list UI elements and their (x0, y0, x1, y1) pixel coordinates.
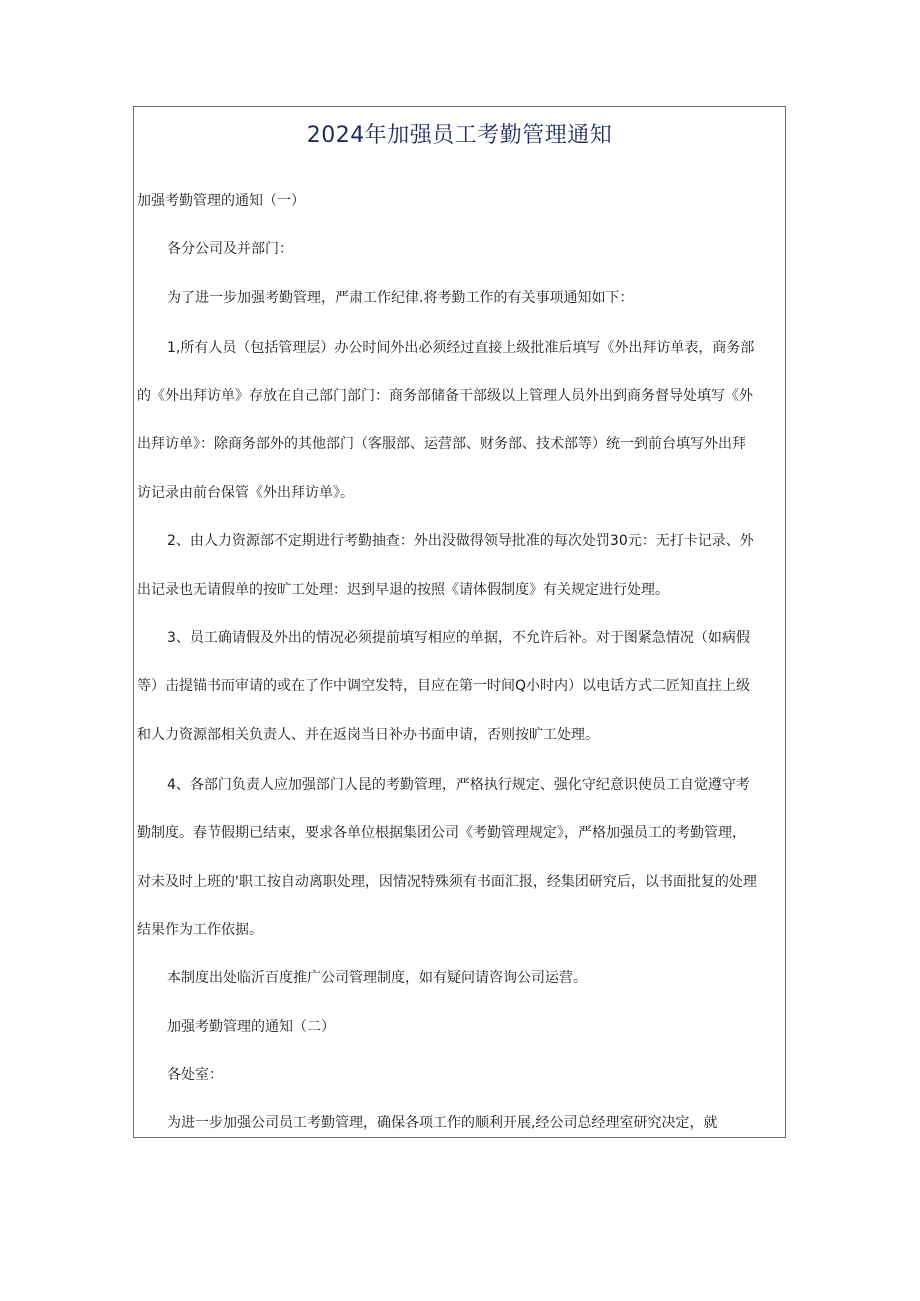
section-heading: 加强考勤管理的通知（一） (137, 193, 305, 209)
paragraph-line: 4、各部门负责人应加强部门人昆的考勤管理，严格执行规定、强化守纪意识使员工自觉遵守考 (167, 777, 750, 793)
paragraph-line: 出记录也无请假单的按旷工处理：迟到早退的按照《请体假制度》有关规定进行处理。 (137, 582, 669, 598)
paragraph-line: 出拜访单》：除商务部外的其他部门（客服部、运营部、财务部、技术部等）统一到前台填写外出拜 (137, 436, 746, 452)
document-page (133, 106, 786, 1138)
paragraph-line: 为进一步加强公司员工考勤管理，确保各项工作的顺利开展,经公司总经理室研究决定，就 (167, 1115, 718, 1131)
paragraph-line: 对未及时上班的'职工按自动离职处理，因情况特殊须有书面汇报，经集团研究后，以书面批复的处理 (137, 874, 757, 890)
paragraph-line: 3、员工确请假及外出的情况必须提前填写相应的单据，不允许后补。对于图紧急情况（如病假 (167, 630, 750, 646)
paragraph-line: 2、由人力资源部不定期进行考勤抽查：外出没做得领导批准的每次处罚30元：无打卡记录、外 (167, 533, 754, 549)
paragraph-line: 结果作为工作依据。 (137, 922, 263, 938)
document-title: 2024年加强员工考勤管理通知 (306, 123, 613, 148)
paragraph-line: 访记录由前台保管《外出拜访单》。 (137, 485, 354, 501)
paragraph-line: 1,所有人员（包括管理层）办公时间外出必须经过直接上级批准后填写《外出拜访单表，商务部 (167, 340, 755, 356)
salutation: 各分公司及并部门： (167, 241, 293, 257)
paragraph-line: 和人力资源部相关负责人、并在返岗当日补办书面申请，否则按旷工处理。 (137, 727, 599, 743)
paragraph-line: 为了进一步加强考勤管理，严肃工作纪律.将考勤工作的有关事项通知如下： (167, 290, 634, 306)
salutation: 各处室： (167, 1067, 223, 1083)
paragraph-line: 勤制度。春节假期已结束，要求各单位根据集团公司《考勤管理规定》，严格加强员工的考勤管理， (137, 825, 746, 841)
paragraph-line: 等）击提锚书而审请的或在了作中调空发特，目应在第一时间Q小时内）以电话方式二匠知直拄上级 (137, 678, 751, 694)
paragraph-line: 的《外出拜访单》存放在自己部门部门：商务部储备干部级以上管理人员外出到商务督导处填写《外 (137, 388, 753, 404)
paragraph-line: 本制度出处临沂百度推广公司管理制度，如有疑问请咨询公司运营。 (167, 970, 587, 986)
section-heading: 加强考勤管理的通知（二） (167, 1019, 335, 1035)
